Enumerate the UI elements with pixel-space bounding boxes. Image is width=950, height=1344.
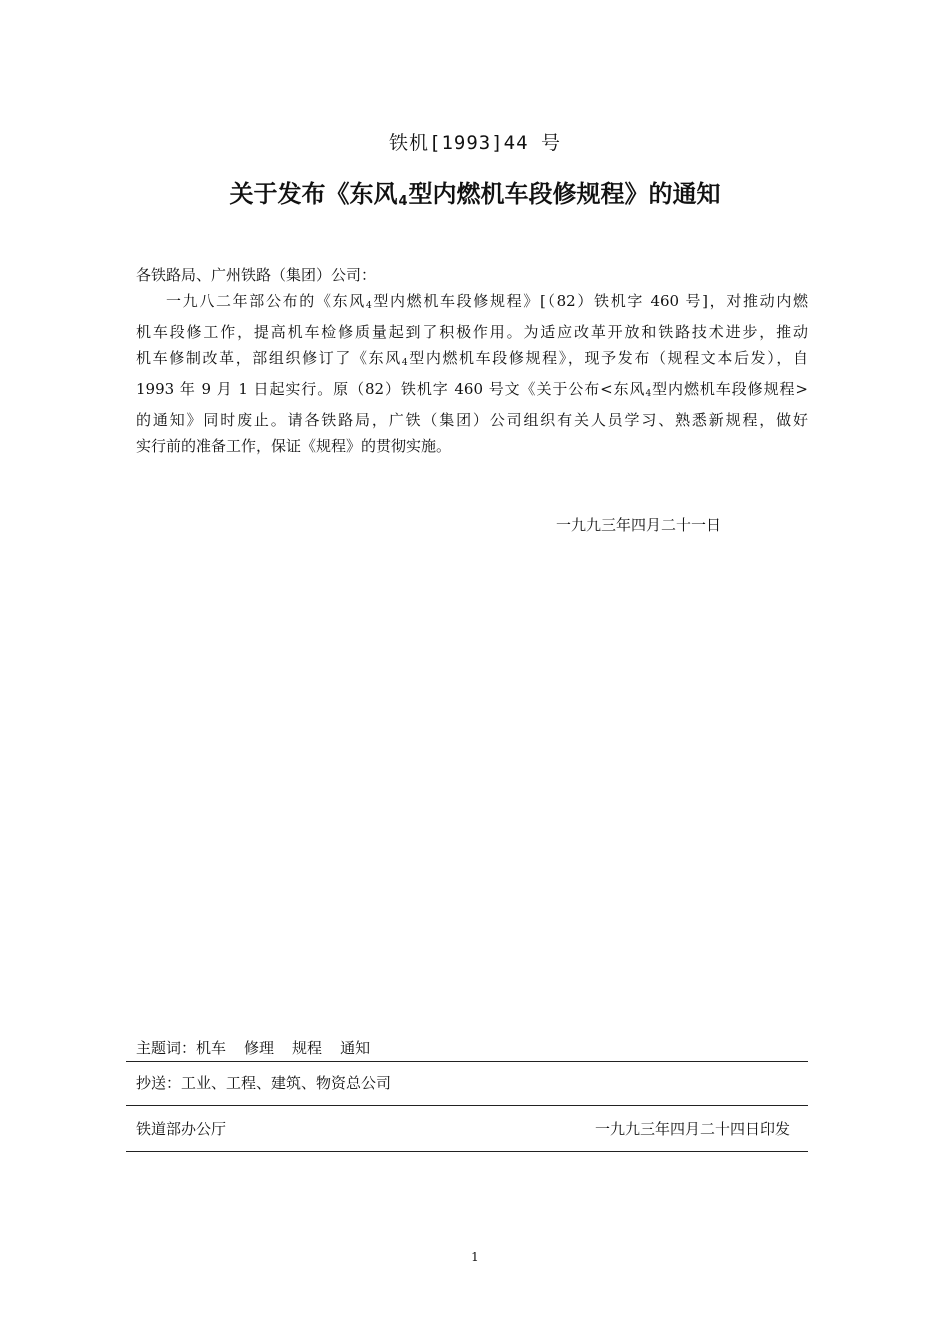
issuer: 铁道部办公厅 — [136, 1120, 227, 1138]
keyword: 修理 — [244, 1039, 275, 1057]
footer-divider — [126, 1061, 808, 1062]
issue-date: 一九九三年四月二十四日印发 — [594, 1120, 790, 1138]
keyword: 通知 — [340, 1039, 371, 1057]
paragraph-line: 机车修制改革，部组织修订了《东风4型内燃机车段修规程》，现予发布（规程文本后发），自 — [136, 349, 808, 368]
signature-date: 一九九三年四月二十一日 — [556, 516, 722, 534]
document-footer — [126, 1035, 808, 1152]
paragraph-line: 实行前的准备工作，保证《规程》的贯彻实施。 — [136, 437, 452, 455]
title-prefix: 关于发布《东风 — [229, 180, 398, 208]
paragraph-line: 一九八二年部公布的《东风4型内燃机车段修规程》[（82）铁机字 460 号]，对推动内燃 — [166, 292, 808, 311]
document-number: 铁机[1993]44 号 — [389, 132, 561, 154]
paragraph-line: 1993 年 9 月 1 日起实行。原（82）铁机字 460 号文《关于公布<东风4型内燃机车段修规程> — [136, 380, 808, 399]
paragraph-line: 的通知》同时废止。请各铁路局，广铁（集团）公司组织有关人员学习、熟悉新规程，做好 — [136, 411, 808, 429]
cc-row: 抄送：工业、工程、建筑、物资总公司 — [136, 1074, 392, 1092]
title-suffix: 型内燃机车段修规程》的通知 — [408, 180, 721, 208]
footer-divider — [126, 1105, 808, 1106]
issuer-row — [126, 1116, 808, 1142]
keywords-label: 主题词： — [136, 1039, 197, 1057]
title-subscript: 4 — [398, 194, 408, 209]
keywords-row — [126, 1035, 808, 1061]
addressee: 各铁路局、广州铁路（集团）公司： — [136, 266, 377, 284]
footer-divider — [126, 1151, 808, 1152]
document-title — [0, 174, 950, 209]
paragraph-line: 机车段修工作，提高机车检修质量起到了积极作用。为适应改革开放和铁路技术进步，推动 — [136, 323, 808, 341]
keyword: 规程 — [292, 1039, 323, 1057]
keyword: 机车 — [196, 1039, 227, 1057]
page-number: 1 — [471, 1250, 479, 1264]
notice-paragraph — [136, 288, 808, 459]
